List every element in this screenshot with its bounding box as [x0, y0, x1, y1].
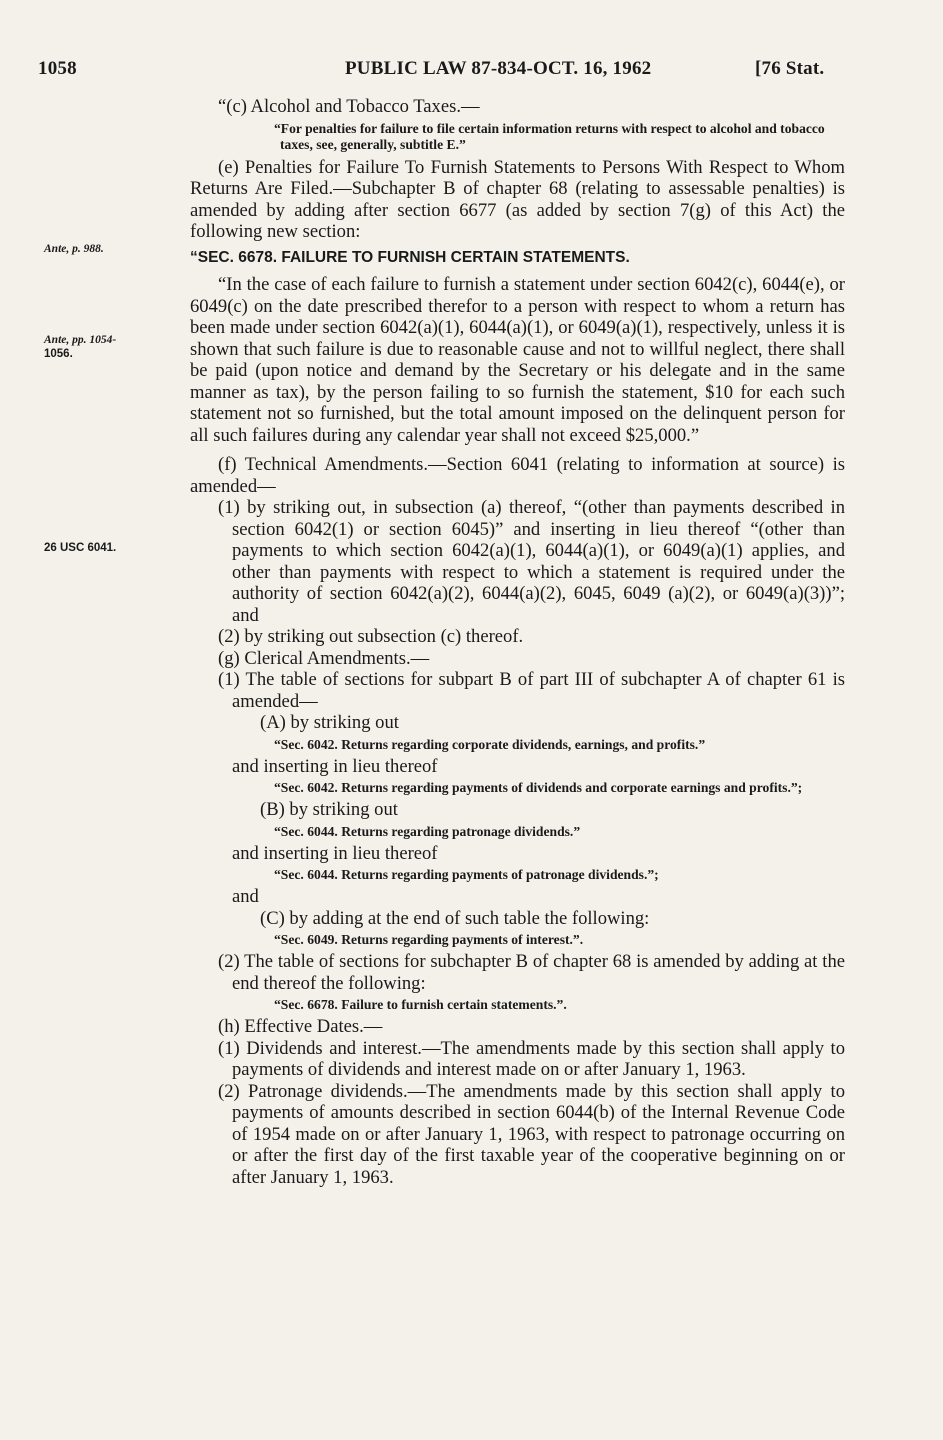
subsection-g-1-B: (B) by striking out [260, 799, 398, 820]
and-connector: and [232, 886, 259, 907]
subsection-g-2: (2) The table of sections for subchapter B of chapter 68 is amended by adding at the end thereof the following: [218, 951, 845, 994]
quote-sec-6042-old: “Sec. 6042. Returns regarding corporate dividends, earnings, and profits.” [274, 736, 706, 752]
page-number: 1058 [38, 58, 77, 79]
subsection-e: (e) Penalties for Failure To Furnish Statements to Persons With Respect to Whom Returns Are Filed.—Subchapter B of chapter 68 (relating to assessable penalties) is amended by adding after section 6677 (as added by section 7(g) of this Act) the following new section: [190, 156, 845, 242]
subsection-g-1: (1) The table of sections for subpart B of part III of subchapter A of chapter 61 is amended— [218, 669, 845, 712]
body-text [190, 92, 845, 1188]
margin-note-26usc6041: 26 USC 6041. [44, 542, 117, 554]
subsection-g-1-C: (C) by adding at the end of such table the following: [260, 907, 650, 929]
subsection-h-2: (2) Patronage dividends.—The amendments made by this section shall apply to payments of amounts described in section 6044(b) of the Internal Revenue Code of 1954 made on or after January 1, 1963, with respect to patronage occurring on or after the first day of the first taxable year of the cooperative beginning on or after January 1, 1963. [218, 1080, 845, 1188]
running-title: PUBLIC LAW 87-834-OCT. 16, 1962 [345, 58, 652, 79]
quote-sec-6044-new: “Sec. 6044. Returns regarding payments of patronage dividends.”; [274, 867, 659, 882]
margin-note-ante-988: Ante, p. 988. [44, 243, 104, 255]
section-6678-text: “In the case of each failure to furnish a statement under section 6042(c), 6044(e), or 6049(c) on the date prescribed therefor to a person with respect to whom a return has been made under section 6042(a)(1), 6044(a)(1), or 6049(a)(1), respectively, unless it is shown that such failure is due to reasonable cause and not to willful neglect, there shall be paid (upon notice and demand by the Secretary or his delegate and in the same manner as tax), by the person failing to so furnish the statement, $10 for each such statement not so furnished, but the total amount imposed on the delinquent person for all such failures during any calendar year shall not exceed $25,000.” [190, 274, 845, 446]
statute-reference: [76 Stat. [755, 58, 825, 79]
subsection-c-quote: “For penalties for failure to file certain information returns with respect to alcohol and tobacco taxes, see, generally, subtitle E.” [274, 120, 825, 152]
subsection-h-1: (1) Dividends and interest.—The amendments made by this section shall apply to payments of dividends and interest made on or after January 1, 1963. [218, 1037, 845, 1080]
subsection-f: (f) Technical Amendments.—Section 6041 (relating to information at source) is amended— [190, 454, 845, 497]
subsection-f-2: (2) by striking out subsection (c) thereof. [218, 626, 524, 647]
quote-sec-6678: “Sec. 6678. Failure to furnish certain statements.”. [274, 997, 567, 1012]
subsection-c-heading: “(c) Alcohol and Tobacco Taxes.— [218, 96, 480, 117]
subsection-g-1-A: (A) by striking out [260, 712, 399, 733]
subsection-h: (h) Effective Dates.— [218, 1016, 383, 1037]
quote-sec-6049: “Sec. 6049. Returns regarding payments of interest.”. [274, 932, 584, 947]
subsection-f-1: (1) by striking out, in subsection (a) thereof, “(other than payments described in section 6042(1) or section 6045)” and inserting in lieu thereof “(other than payments to which section 6042(a)(1), 6044(a)(1), or 6049(a)(1) applies, and other than payments with respect to which a statement is required under the authority of section 6042(a)(2), 6044(a)(2), 6045, 6049 (a)(2), or 6049(a)(3))”; and [218, 497, 845, 626]
and-inserting-b: and inserting in lieu thereof [232, 842, 438, 864]
subsection-g: (g) Clerical Amendments.— [218, 647, 430, 669]
margin-note-ante-1054: Ante, pp. 1054- 1056. [44, 334, 117, 360]
quote-sec-6042-new: “Sec. 6042. Returns regarding payments of dividends and corporate earnings and profits.”; [274, 780, 803, 795]
and-inserting-a: and inserting in lieu thereof [232, 755, 438, 777]
section-6678-heading: “SEC. 6678. FAILURE TO FURNISH CERTAIN STATEMENTS. [190, 248, 630, 266]
quote-sec-6044-old: “Sec. 6044. Returns regarding patronage dividends.” [274, 823, 581, 839]
